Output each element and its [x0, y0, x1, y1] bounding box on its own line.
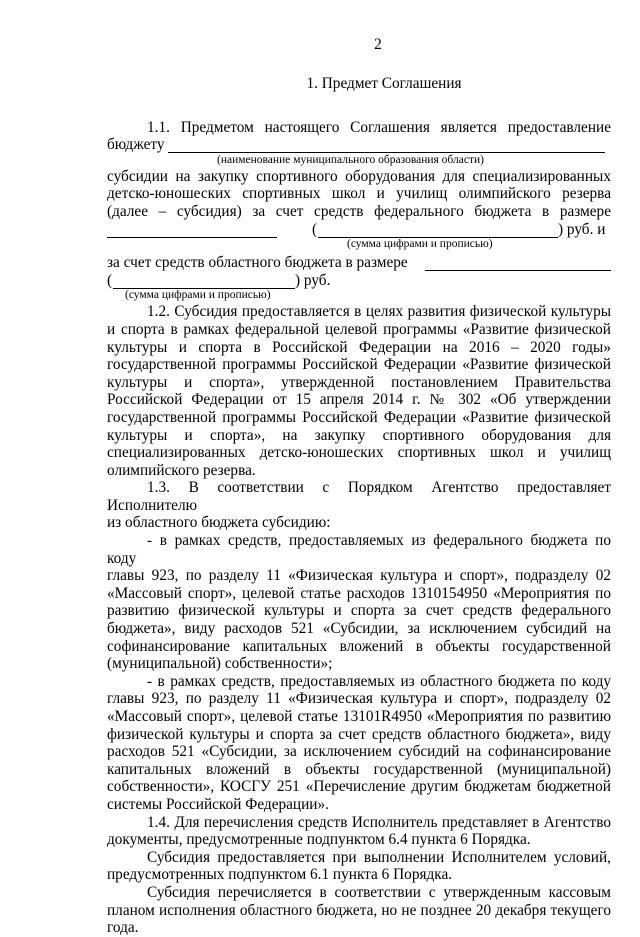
caption-sum-2: (сумма цифрами и прописью) — [125, 289, 271, 302]
text-line: и спорта в рамках федеральной целевой программы «Развитие физической — [107, 320, 611, 338]
federal-amount-tail: ) руб. и — [558, 220, 606, 238]
text-line: субсидии на закупку спортивного оборудования для специализированных — [107, 167, 611, 185]
text-line: софинансирование капитальных вложений в объекты государственной — [107, 637, 611, 655]
federal-amount-line — [107, 221, 611, 239]
text-line: специализированных детско-юношеских спортивных школ и училищ — [107, 444, 611, 462]
text-line: расходов 521 «Субсидии, за исключением субсидий на софинансирование — [107, 743, 611, 761]
text-line: Субсидия предоставляется при выполнении Исполнителем условий, — [147, 848, 611, 866]
text-line: года. — [107, 919, 139, 937]
text-line: бюджета», виду расходов 521 «Субсидии, за исключением субсидий на — [107, 620, 611, 638]
text-line: культуры и спорта», утвержденной постановлением Правительства — [107, 373, 611, 391]
document-page — [107, 36, 611, 937]
text-line: предусмотренных подпунктом 6.1 пункта 6 Порядка. — [107, 866, 453, 884]
text-line: государственной программы Российской Федерации «Развитие физической — [107, 356, 611, 374]
text-line: - в рамках средств, предоставляемых из областного бюджета по коду — [147, 672, 611, 690]
text-line: 1.4. Для перечисления средств Исполнитель представляет в Агентство — [147, 813, 611, 831]
regional-amount-words-blank — [113, 274, 295, 289]
text-line: культуры и спорта», на закупку спортивного оборудования для — [107, 426, 611, 444]
open-paren: ( — [107, 271, 113, 289]
budget-label: бюджету — [107, 136, 165, 154]
paragraph-1-1-line1: 1.1. Предметом настоящего Соглашения является предоставление — [147, 118, 611, 136]
caption-sum-1: (сумма цифрами и прописью) — [347, 238, 493, 251]
paragraph-1-3 — [107, 479, 611, 532]
open-paren: ( — [312, 220, 318, 238]
text-line: - в рамках средств, предоставляемых из федерального бюджета по коду — [107, 532, 611, 567]
section-title: 1. Предмет Соглашения — [306, 75, 462, 92]
text-line: развитию физической культуры и спорта за счет средств федерального — [107, 602, 611, 620]
text-line: государственной программы Российской Федерации «Развитие физической — [107, 408, 611, 426]
text-line: документы, предусмотренные подпунктом 6.4 пункта 6 Порядка. — [107, 831, 531, 849]
text-line: капитальных вложений в объекты государственной (муниципальной) — [107, 760, 611, 778]
paragraph-1-3-regional — [107, 673, 611, 814]
paragraph-1-2 — [107, 303, 611, 479]
paragraph-transfer — [107, 884, 611, 937]
federal-amount-words-blank — [318, 223, 558, 238]
text-line: собственности», КОСГУ 251 «Перечисление другим бюджетам бюджетной — [107, 778, 611, 796]
regional-amount-words-line — [107, 272, 611, 290]
federal-amount-blank — [107, 223, 277, 238]
paragraph-1-1-body — [107, 168, 611, 221]
text-line: главы 923, по разделу 11 «Физическая культура и спорт», подразделу 02 — [107, 690, 611, 708]
text-line: культуры и спорта в Российской Федерации на 2016 – 2020 годы» — [107, 338, 611, 356]
text-line: планом исполнения областного бюджета, но не позднее 20 декабря текущего — [107, 901, 611, 919]
regional-label: за счет средств областного бюджета в размере — [107, 254, 408, 272]
caption-municipality: (наименование муниципального образования области) — [217, 153, 484, 166]
text-line: главы 923, по разделу 11 «Физическая культура и спорт», подразделу 02 — [107, 567, 611, 585]
municipality-blank — [168, 138, 605, 153]
text-line: «Массовый спорт», целевой статье 13101R4950 «Мероприятия по развитию — [107, 708, 611, 725]
regional-amount-blank — [425, 256, 611, 271]
text-line: системы Российской Федерации». — [107, 795, 329, 813]
text-line: Российской Федерации от 15 апреля 2014 г. № 302 «Об утверждении — [107, 391, 611, 409]
text-line: 1.2. Субсидия предоставляется в целях развития физической культуры — [147, 303, 611, 321]
text-line: физической культуры и спорта за счет средств областного бюджета», виду — [107, 725, 611, 743]
text-line: «Массовый спорт», целевой статье расходов 1310154950 «Мероприятия по — [107, 584, 611, 602]
text-line: олимпийского резерва. — [107, 461, 256, 479]
text-line: (далее – субсидия) за счет средств федерального бюджета в размере — [107, 202, 611, 220]
text-line: (муниципальной) собственности»; — [107, 655, 333, 673]
text-line: детско-юношеских спортивных школ и училищ олимпийского резерва — [107, 185, 611, 203]
paragraph-1-4 — [107, 814, 611, 849]
page-number: 2 — [374, 36, 382, 53]
text-line: Субсидия перечисляется в соответствии с утвержденным кассовым — [147, 883, 611, 901]
paragraph-conditions — [107, 849, 611, 884]
regional-amount-tail: ) руб. — [295, 271, 331, 289]
regional-amount-line — [107, 254, 611, 272]
text-line: 1.3. В соответствии с Порядком Агентство предоставляет Исполнителю — [107, 479, 611, 514]
text-line: из областного бюджета субсидию: — [107, 514, 331, 532]
budget-line — [107, 136, 611, 154]
paragraph-1-3-federal — [107, 532, 611, 673]
